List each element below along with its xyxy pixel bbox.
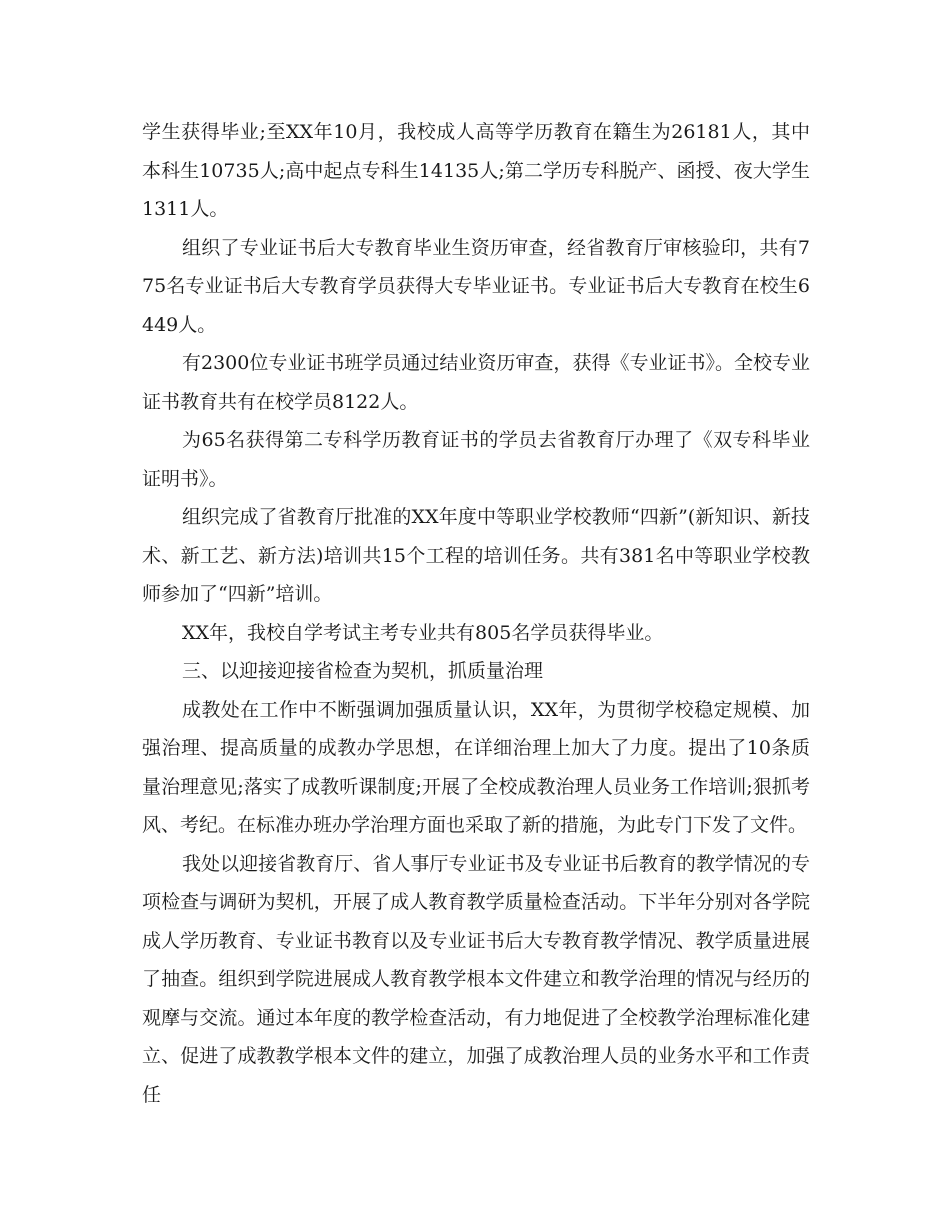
- paragraph-four-new-training: 组织完成了省教育厅批准的XX年度中等职业学校教师“四新”(新知识、新技术、新工艺、新方法)培训共15个工程的培训任务。共有381名中等职业学校教师参加了“四新”培训。: [142, 506, 810, 605]
- document-body: [142, 113, 810, 1114]
- paragraph-certificate-class: 有2300位专业证书班学员通过结业资历审查，获得《专业证书》。全校专业证书教育共有在校学员8122人。: [142, 352, 810, 413]
- paragraph-certificate-review: 组织了专业证书后大专教育毕业生资历审查，经省教育厅审核验印，共有775名专业证书后大专教育学员获得大专毕业证书。专业证书后大专教育在校生6449人。: [142, 236, 810, 336]
- section-heading-quality: 三、以迎接迎接省检查为契机，抓质量治理: [182, 660, 544, 682]
- paragraph-quality-awareness: 成教处在工作中不断强调加强质量认识，XX年，为贯彻学校稳定规模、加强治理、提高质量的成教办学思想，在详细治理上加大了力度。提出了10条质量治理意见;落实了成教听课制度;开展了全校成教治理人员业务工作培训;狠抓考风、考纪。在标准办班办学治理方面也采取了新的措施，为此专门下发了文件。: [142, 698, 810, 836]
- paragraph-inspection-activity: 我处以迎接省教育厅、省人事厅专业证书及专业证书后教育的教学情况的专项检查与调研为契机，开展了成人教育教学质量检查活动。下半年分别对各学院成人学历教育、专业证书教育以及专业证书后大专教育教学情况、教学质量进展了抽查。组织到学院进展成人教育教学根本文件建立和教学治理的情况与经历的观摩与交流。通过本年度的教学检查活动，有力地促进了全校教学治理标准化建立、促进了成教教学根本文件的建立，加强了成教治理人员的业务水平和工作责任: [142, 852, 810, 1106]
- paragraph-double-specialty: 为65名获得第二专科学历教育证书的学员去省教育厅办理了《双专科毕业证明书》。: [142, 429, 810, 490]
- paragraph-enrollment: 学生获得毕业;至XX年10月，我校成人高等学历教育在籍生为26181人，其中本科生10735人;高中起点专科生14135人;第二学历专科脱产、函授、夜大学生1311人。: [142, 121, 810, 220]
- paragraph-self-study-exam: XX年，我校自学考试主考专业共有805名学员获得毕业。: [182, 621, 664, 644]
